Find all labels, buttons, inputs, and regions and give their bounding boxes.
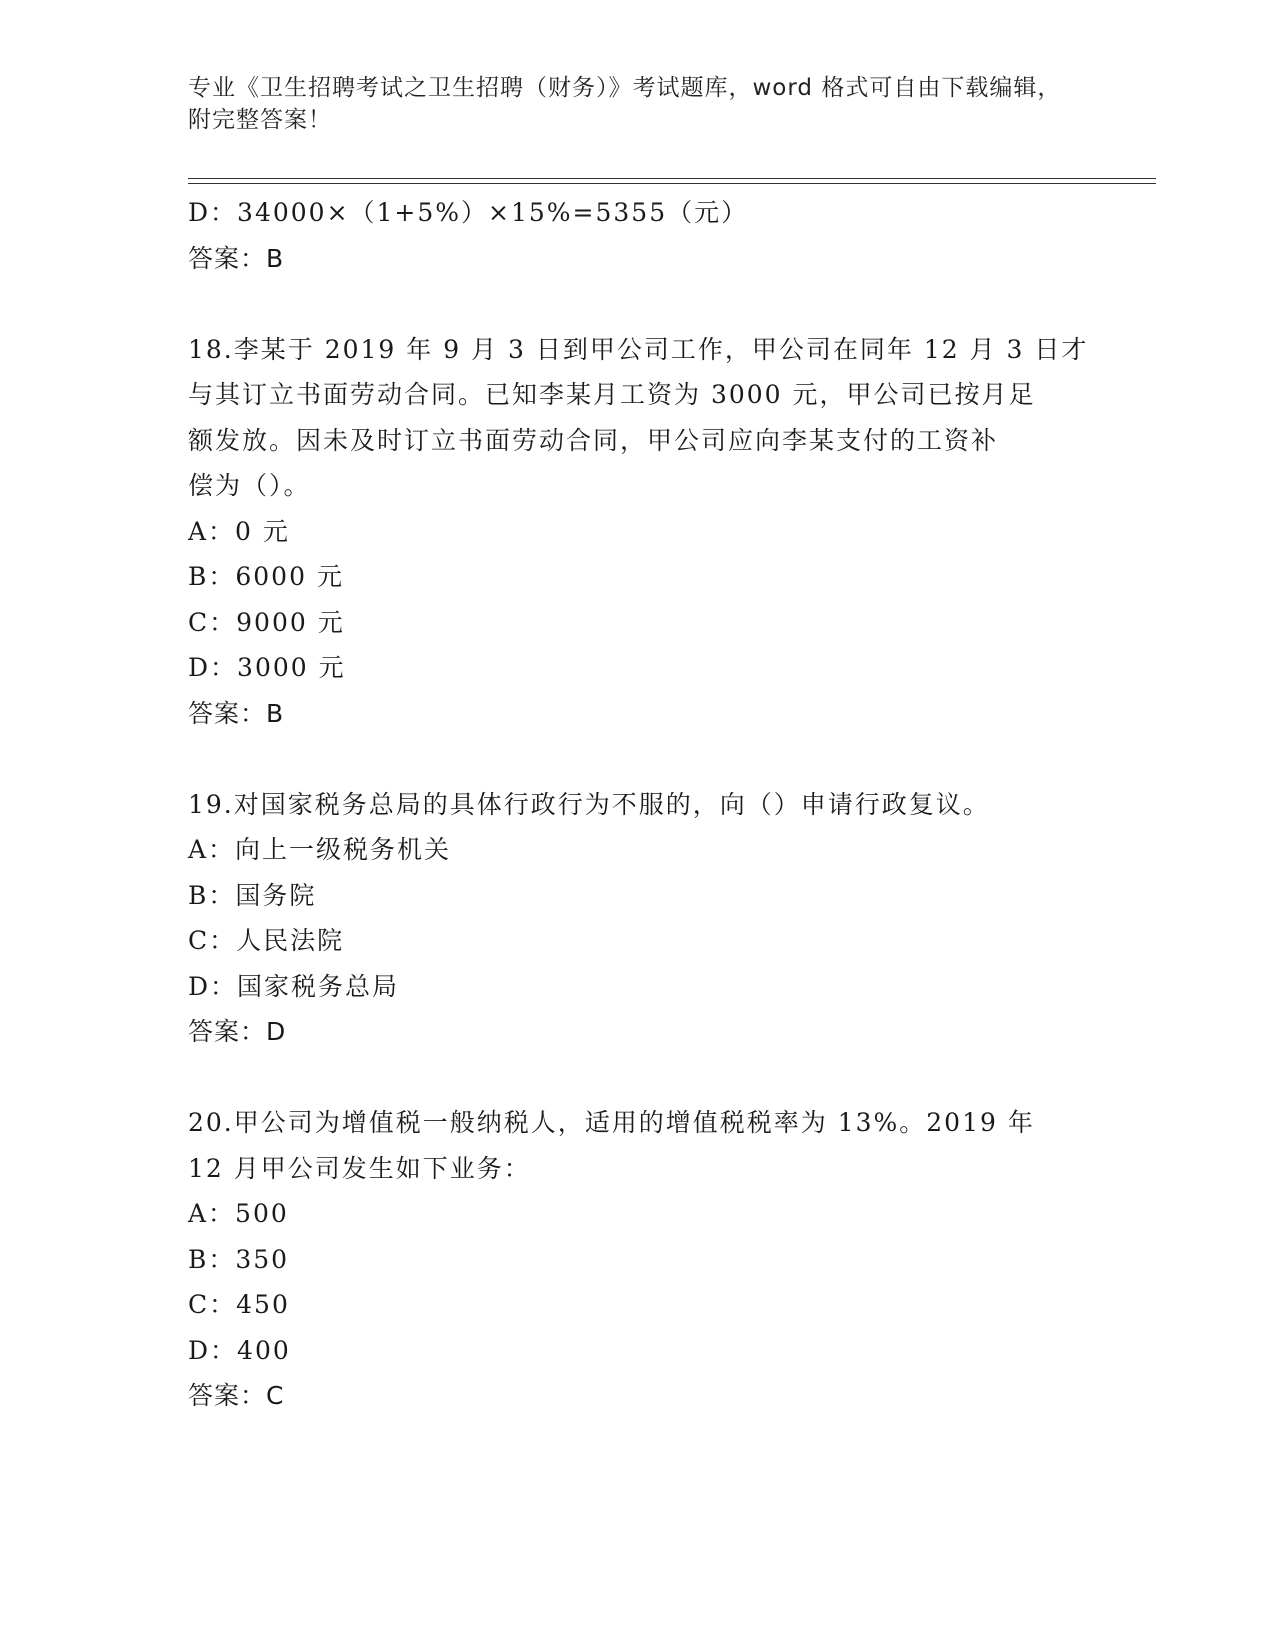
- answer-line: 答案：B: [188, 243, 285, 273]
- option-b: B：6000 元: [188, 562, 344, 591]
- spacer: [188, 281, 1068, 327]
- question-text-line: 偿为（）。: [188, 471, 311, 500]
- question-text-line: 20.甲公司为增值税一般纳税人，适用的增值税税率为 13%。2019 年: [188, 1108, 1035, 1137]
- option-a: A：向上一级税务机关: [188, 835, 452, 864]
- answer-line: 答案：C: [188, 1381, 285, 1410]
- spacer: [188, 1055, 1068, 1101]
- option-a: A：500: [188, 1199, 289, 1228]
- page-header: 专业《卫生招聘考试之卫生招聘（财务）》考试题库，word 格式可自由下载编辑，附完整答案！: [188, 75, 1062, 133]
- option-c: C：9000 元: [188, 607, 345, 637]
- option-d: D：34000×（1+5%）×15%=5355（元）: [188, 198, 749, 227]
- spacer: [188, 736, 1068, 782]
- question-18: [188, 327, 1089, 737]
- previous-question-tail: [188, 190, 1068, 281]
- question-20: [188, 1100, 1068, 1419]
- question-text-line: 额发放。因未及时订立书面劳动合同，甲公司应向李某支付的工资补: [188, 425, 999, 455]
- option-d: D：国家税务总局: [188, 971, 400, 1001]
- question-text-line: 与其订立书面劳动合同。已知李某月工资为 3000 元，甲公司已按月足: [188, 380, 1036, 409]
- question-text-line: 19.对国家税务总局的具体行政行为不服的，向（）申请行政复议。: [188, 789, 990, 819]
- option-c: C：人民法院: [188, 926, 345, 955]
- option-b: B：国务院: [188, 880, 317, 910]
- question-19: [188, 782, 1068, 1055]
- option-b: B：350: [188, 1244, 290, 1274]
- document-body: [188, 190, 1089, 1419]
- option-d: D：400: [188, 1335, 291, 1365]
- answer-line: 答案：B: [188, 698, 285, 728]
- header-divider-top: [188, 178, 1156, 179]
- option-a: A：0 元: [188, 516, 290, 546]
- header-divider-bottom: [188, 183, 1156, 184]
- question-text-line: 12 月甲公司发生如下业务：: [188, 1153, 531, 1183]
- option-d: D：3000 元: [188, 653, 346, 682]
- question-text-line: 18.李某于 2019 年 9 月 3 日到甲公司工作，甲公司在同年 12 月 3 日才: [188, 334, 1089, 364]
- option-c: C：450: [188, 1290, 290, 1319]
- answer-line: 答案：D: [188, 1017, 287, 1046]
